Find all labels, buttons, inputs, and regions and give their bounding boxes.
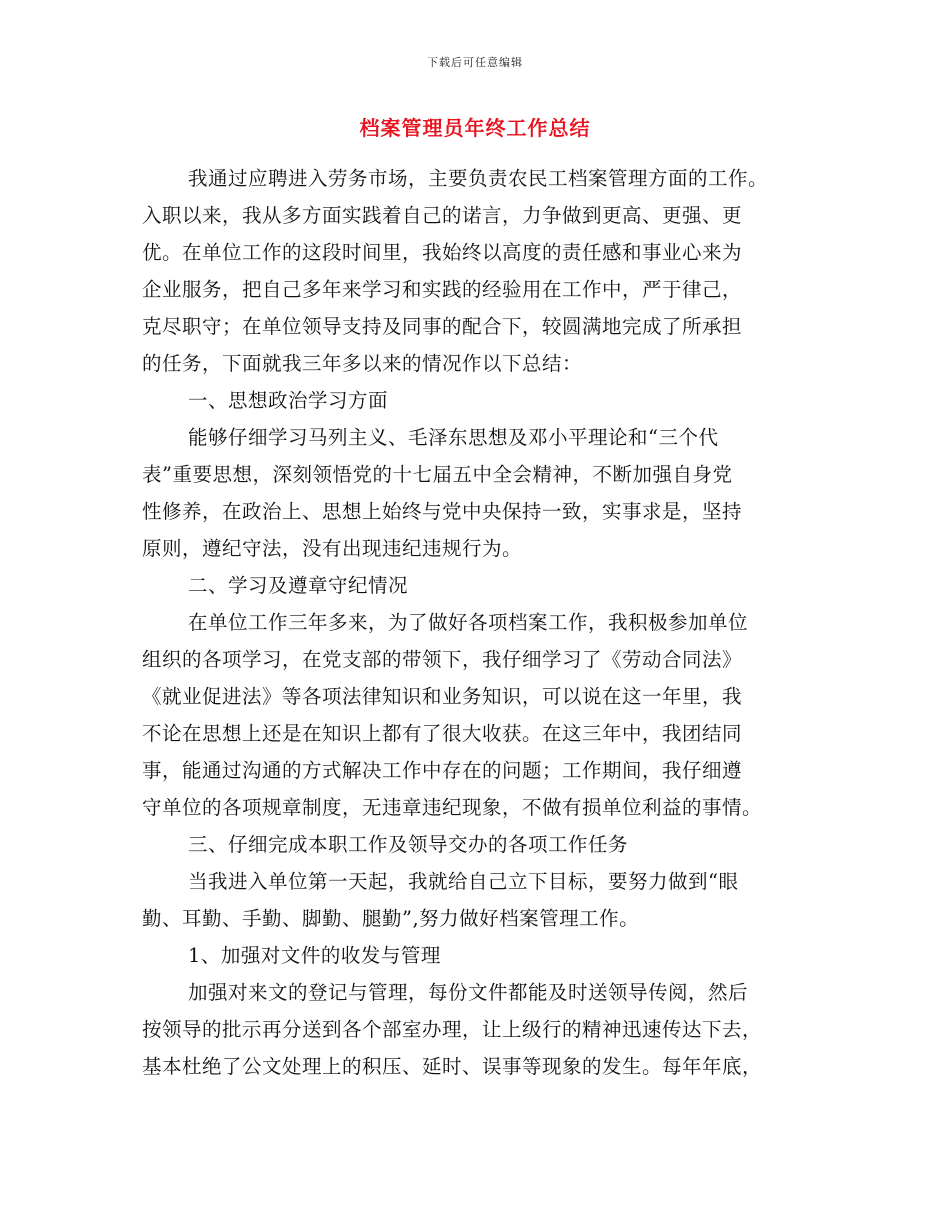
text-line: 按领导的批示再分送到各个部室办理，让上级行的精神迅速传达下去， (142, 1018, 763, 1041)
text-line: 企业服务，把自己多年来学习和实践的经验用在工作中，严于律己， (142, 278, 743, 301)
body-text (142, 160, 812, 1085)
text-line: 优。在单位工作的这段时间里，我始终以高度的责任感和事业心来为 (142, 241, 743, 264)
text-line: 能够仔细学习马列主义、毛泽东思想及邓小平理论和“三个代 (188, 426, 719, 449)
section-heading: 一、思想政治学习方面 (188, 389, 389, 412)
text-line: 当我进入单位第一天起，我就给自己立下目标，要努力做到“眼 (188, 870, 739, 893)
text-line: 勤、耳勤、手勤、脚勤、腿勤”,努力做好档案管理工作。 (142, 907, 640, 930)
text-line: 基本杜绝了公文处理上的积压、延时、误事等现象的发生。每年年底， (142, 1055, 763, 1078)
text-line: 事，能通过沟通的方式解决工作中存在的问题；工作期间，我仔细遵 (142, 759, 743, 782)
text-line: 的任务，下面就我三年多以来的情况作以下总结： (142, 352, 583, 375)
text-line: 性修养，在政治上、思想上始终与党中央保持一致，实事求是，坚持 (142, 500, 743, 523)
text-line: 守单位的各项规章制度，无违章违纪现象，不做有损单位利益的事情。 (142, 796, 763, 819)
text-line: 组织的各项学习，在党支部的带领下，我仔细学习了《劳动合同法》 (142, 648, 743, 671)
section-heading: 三、仔细完成本职工作及领导交办的各项工作任务 (188, 833, 629, 856)
header-note: 下载后可任意编辑 (427, 56, 523, 69)
text-line: 加强对来文的登记与管理，每份文件都能及时送领导传阅，然后 (188, 981, 749, 1004)
text-line: 《就业促进法》等各项法律知识和业务知识，可以说在这一年里，我 (142, 685, 743, 708)
subsection-heading: 1、加强对文件的收发与管理 (188, 944, 441, 967)
text-line: 克尽职守；在单位领导支持及同事的配合下，较圆满地完成了所承担 (142, 315, 743, 338)
text-line: 表”重要思想，深刻领悟党的十七届五中全会精神，不断加强自身党 (142, 463, 733, 486)
text-line: 在单位工作三年多来，为了做好各项档案工作，我积极参加单位 (188, 611, 749, 634)
text-line: 不论在思想上还是在知识上都有了很大收获。在这三年中，我团结同 (142, 722, 743, 745)
section-heading: 二、学习及遵章守纪情况 (188, 574, 409, 597)
text-line: 我通过应聘进入劳务市场，主要负责农民工档案管理方面的工作。 (188, 167, 769, 190)
text-line: 入职以来，我从多方面实践着自己的诺言，力争做到更高、更强、更 (142, 204, 743, 227)
page-title: 档案管理员年终工作总结 (359, 116, 591, 140)
text-line: 原则，遵纪守法，没有出现违纪违规行为。 (142, 537, 523, 560)
